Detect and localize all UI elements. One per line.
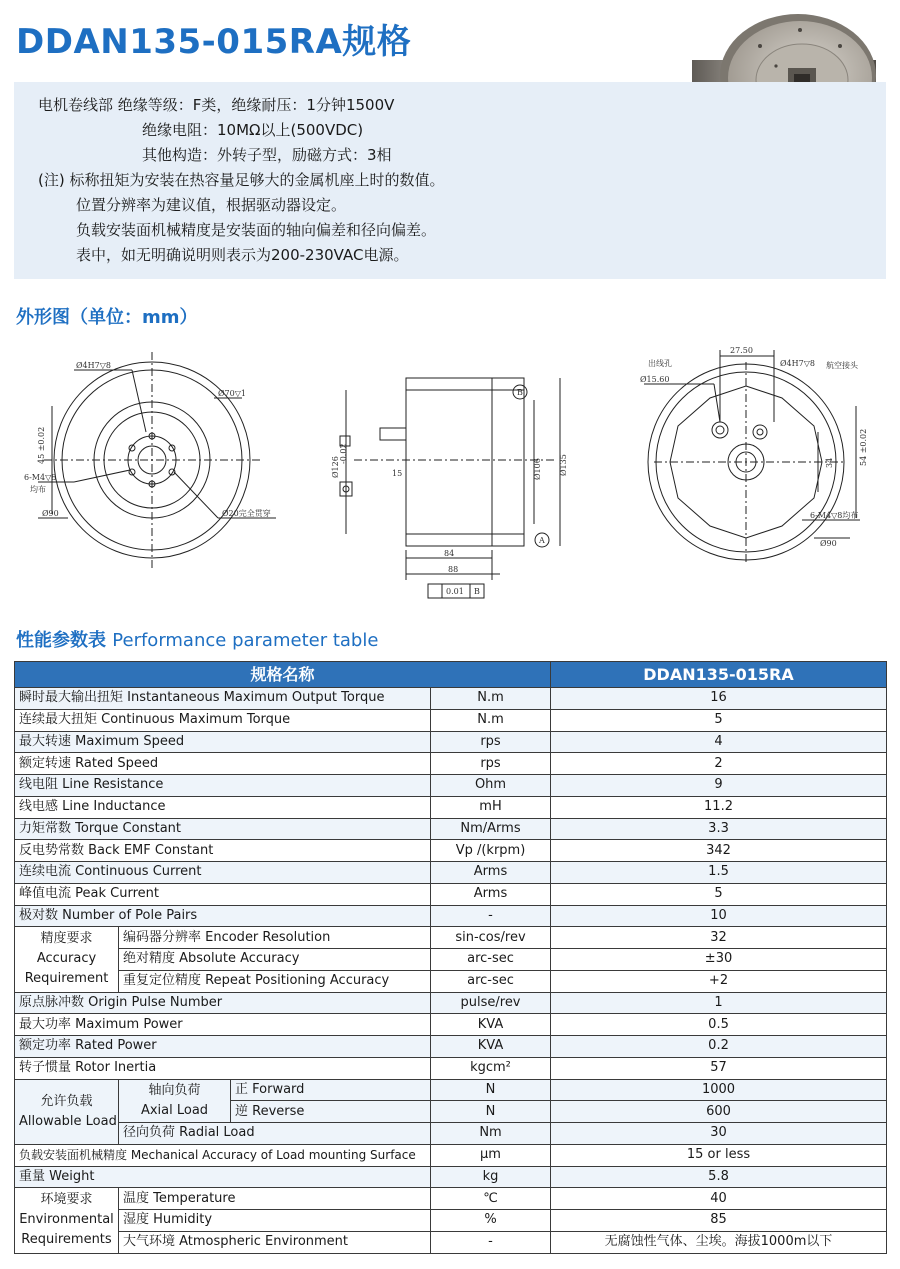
note-line: 其他构造：外转子型，励磁方式：3相 xyxy=(142,146,392,164)
dim-label: 航空接头 xyxy=(826,361,858,370)
table-row: 反电势常数 Back EMF Constant Vp /(krpm) 342 xyxy=(15,840,887,862)
spec-notes-panel xyxy=(14,82,886,279)
header-model: DDAN135-015RA xyxy=(551,662,887,688)
note-line: 绝缘电阻：10MΩ以上(500VDC) xyxy=(142,121,364,139)
note-line: 电机卷线部 绝缘等级：F类，绝缘耐压：1分钟1500V xyxy=(38,96,395,114)
table-row: 原点脉冲数 Origin Pulse Number pulse/rev 1 xyxy=(15,992,887,1014)
table-row: 线电感 Line Inductance mH 11.2 xyxy=(15,796,887,818)
dim-label: 0.01 xyxy=(446,587,464,596)
table-row: 极对数 Number of Pole Pairs - 10 xyxy=(15,905,887,927)
performance-table xyxy=(14,661,887,1254)
table-row: 精度要求 Accuracy Requirement 编码器分辨率 Encoder Resolution sin-cos/rev 32 xyxy=(15,927,887,949)
dim-label: 6-M4▽8均布 xyxy=(810,511,859,520)
note-line: (注) 标称扭矩为安装在热容量足够大的金属机座上时的数值。 xyxy=(38,171,445,189)
dim-label: Ø106 xyxy=(533,458,542,480)
note-line: 表中，如无明确说明则表示为200-230VAC电源。 xyxy=(76,246,409,264)
dim-label: Ø4H7▽8 xyxy=(780,359,815,368)
env-group-label: 环境要求 Environmental Requirements xyxy=(15,1188,119,1253)
dim-label: Ø70▽1 xyxy=(218,389,246,398)
dim-label: B xyxy=(517,388,523,397)
table-section-title-cn: 性能参数表 xyxy=(16,630,106,651)
dim-label: 54 ±0.02 xyxy=(859,428,868,466)
table-row: 额定转速 Rated Speed rps 2 xyxy=(15,753,887,775)
dim-label: 15 xyxy=(392,469,403,478)
table-section-title xyxy=(16,626,378,652)
dim-label: Ø15.60 xyxy=(640,375,670,384)
dim-label: Ø20完全贯穿 xyxy=(222,509,271,518)
table-row: 最大转速 Maximum Speed rps 4 xyxy=(15,731,887,753)
dim-label: 84 xyxy=(444,549,455,558)
dim-label: 6-M4▽8 xyxy=(24,473,57,482)
table-row: 最大功率 Maximum Power KVA 0.5 xyxy=(15,1014,887,1036)
dim-label: A xyxy=(539,536,545,545)
dim-label: 均布 xyxy=(30,485,46,494)
dim-label: Ø90 xyxy=(820,539,837,548)
table-row: 转子惯量 Rotor Inertia kgcm² 57 xyxy=(15,1057,887,1079)
load-group-label: 允许负载 Allowable Load xyxy=(15,1079,119,1144)
table-row: 重复定位精度 Repeat Positioning Accuracy arc-sec +2 xyxy=(15,970,887,992)
dim-label: Ø135 xyxy=(559,454,568,476)
rear-view-drawing xyxy=(644,350,860,562)
table-row: 额定功率 Rated Power KVA 0.2 xyxy=(15,1036,887,1058)
table-row: 负载安装面机械精度 Mechanical Accuracy of Load mounting Surface μm 15 or less xyxy=(15,1144,887,1166)
dim-label: 88 xyxy=(448,565,459,574)
dim-label: 出线孔 xyxy=(648,359,672,368)
dim-label: 34 xyxy=(825,457,834,468)
note-line: 负载安装面机械精度是安装面的轴向偏差和径向偏差。 xyxy=(76,221,437,239)
accuracy-group-label: 精度要求 Accuracy Requirement xyxy=(15,927,119,992)
dim-label: B xyxy=(474,587,480,596)
table-row: 重量 Weight kg 5.8 xyxy=(15,1166,887,1188)
table-row: 线电阻 Line Resistance Ohm 9 xyxy=(15,775,887,797)
front-view-drawing xyxy=(38,352,276,568)
table-row: 力矩常数 Torque Constant Nm/Arms 3.3 xyxy=(15,818,887,840)
header-spec-name: 规格名称 xyxy=(15,662,551,688)
table-row: 允许负载 Allowable Load 轴向负荷 Axial Load 正 Forward N 1000 xyxy=(15,1079,887,1101)
table-row: 逆 Reverse N 600 xyxy=(15,1101,887,1123)
table-row: 瞬时最大输出扭矩 Instantaneous Maximum Output Torque N.m 16 xyxy=(15,688,887,710)
table-row: 绝对精度 Absolute Accuracy arc-sec ±30 xyxy=(15,949,887,971)
table-row: 径向负荷 Radial Load Nm 30 xyxy=(15,1123,887,1145)
table-row: 湿度 Humidity % 85 xyxy=(15,1210,887,1232)
table-row: 环境要求 Environmental Requirements 温度 Temperature ℃ 40 xyxy=(15,1188,887,1210)
axial-load-label: 轴向负荷 Axial Load xyxy=(119,1079,231,1123)
table-row: 连续最大扭矩 Continuous Maximum Torque N.m 5 xyxy=(15,709,887,731)
page-title: DDAN135-015RA规格 xyxy=(16,22,412,62)
table-row: 连续电流 Continuous Current Arms 1.5 xyxy=(15,862,887,884)
note-line: 位置分辨率为建议值，根据驱动器设定。 xyxy=(76,196,347,214)
dim-label: 45 ±0.02 xyxy=(37,426,46,464)
dim-label: Ø126 xyxy=(331,456,340,478)
table-section-title-en: Performance parameter table xyxy=(112,630,379,651)
outline-drawings xyxy=(14,340,886,610)
dim-label: Ø90 xyxy=(42,509,59,518)
dim-label: -0.02 xyxy=(339,443,348,464)
dim-label: Ø4H7▽8 xyxy=(76,361,111,370)
dim-label: 27.50 xyxy=(730,346,753,355)
drawing-section-title: 外形图（单位：mm） xyxy=(16,307,198,328)
table-row: 峰值电流 Peak Current Arms 5 xyxy=(15,883,887,905)
table-row: 大气环境 Atmospheric Environment - 无腐蚀性气体、尘埃。海拔1000m以下 xyxy=(15,1231,887,1253)
